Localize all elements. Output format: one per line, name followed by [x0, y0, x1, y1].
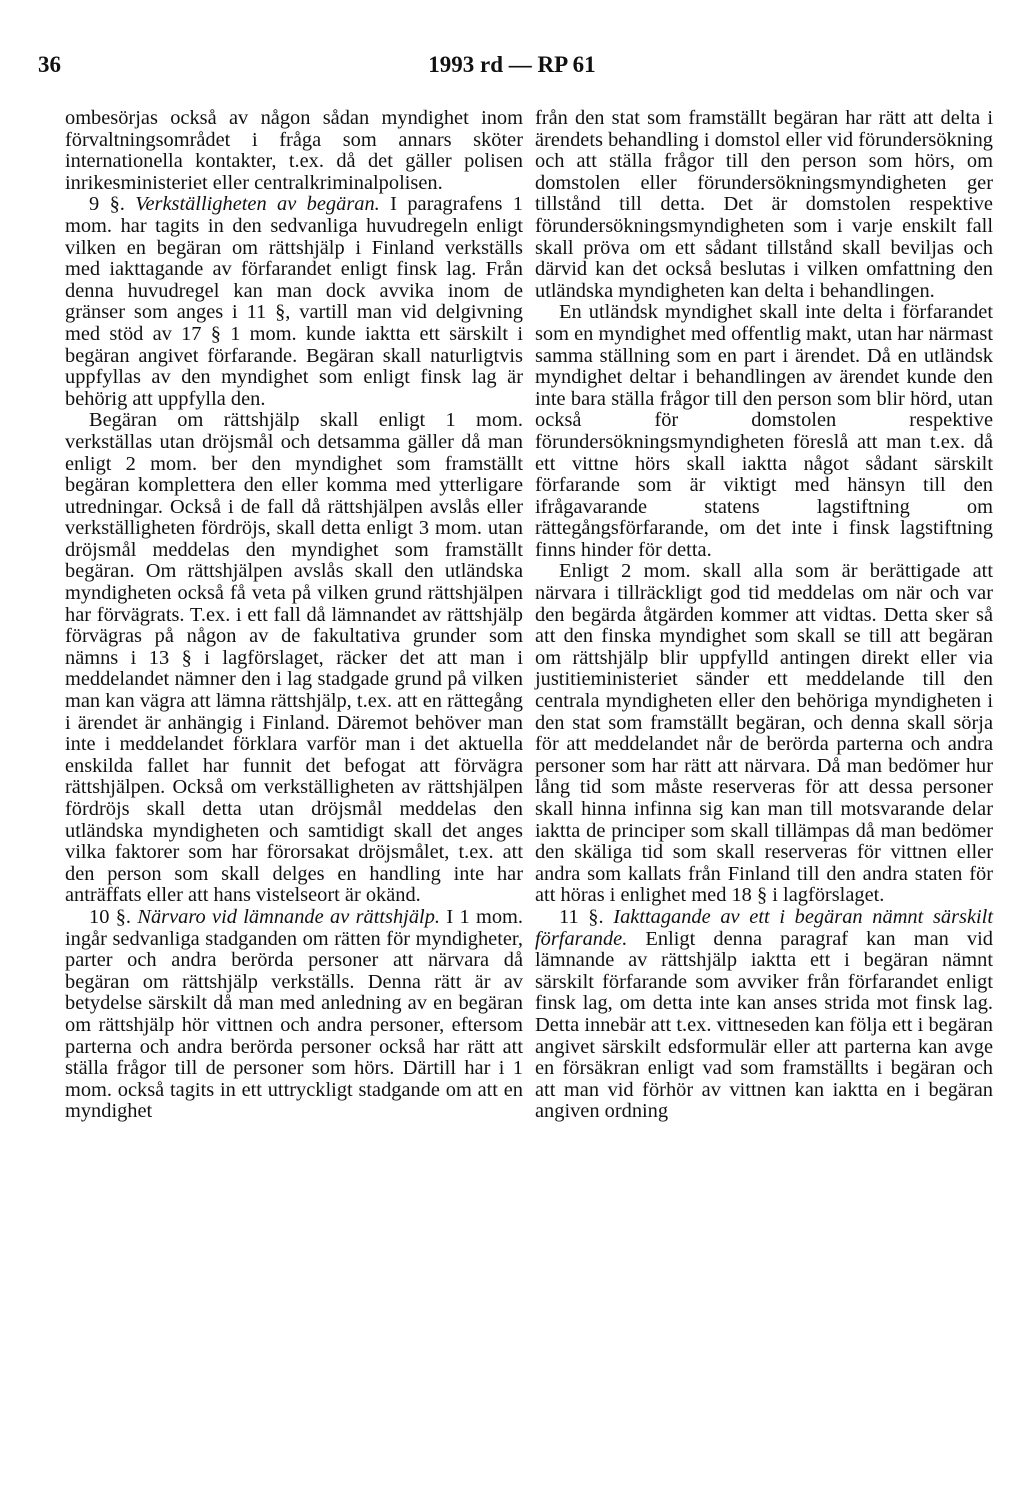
section-9-paragraph: [65, 194, 523, 410]
paragraph-body: I 1 mom. ingår sedvanliga stadganden om rätten för myndigheter, parter och andra berörda personer att närvara då begäran om rättshjälp verkställs. Denna rätt är av betydelse särskilt då man med anledning av en begäran om rättshjälp hör vittnen och andra personer, eftersom parterna och andra berörda personer också har rätt att ställa frågor till de personer som hörs. Därtill har i 1 mom. också tagits in ett uttryckligt stadgande om att en myndighet: [65, 905, 523, 1123]
paragraph: ombesörjas också av någon sådan myndighet inom förvaltningsområdet i fråga som annars sköter internationella kontakter, t.ex. då det gäller polisen inrikesministeriet eller centralkriminalpolisen.: [65, 107, 523, 194]
page-number: 36: [38, 52, 61, 77]
paragraph-body: I paragrafens 1 mom. har tagits in den sedvanliga huvudregeln enligt vilken en begäran om rättshjälp i Finland verkställs med iakttagande av förfarandet enligt finsk lag. Från denna huvudregel kan man dock avvika inom de gränser som anges i 11 §, vartill man vid delgivning med stöd av 17 § 1 mom. kunde iaktta ett särskilt i begäran angivet förfarande. Begäran skall naturligtvis uppfyllas av den myndighet som enligt finsk lag är behörig att uppfylla den.: [65, 193, 524, 410]
section-number: 9 §.: [89, 193, 136, 216]
running-title: 1993 rd — RP 61: [428, 52, 596, 77]
left-column: [65, 108, 523, 1123]
paragraph-body: Enligt denna paragraf kan man vid lämnande av rättshjälp iaktta ett i begäran nämnt särskilt förfarande som avviker från förfarandet enligt finsk lag, om detta inte kan anses strida mot finsk lag. Detta innebär att t.ex. vittneseden kan följa ett i begäran angivet särskilt edsformulär eller att parterna kan avge en försäkran enligt vad som framställts i begäran och att man vid förhör av vittnen kan iaktta en i begäran angiven ordning: [535, 927, 993, 1123]
section-number: 10 §.: [89, 905, 138, 928]
section-heading: Närvaro vid lämnande av rättshjälp.: [137, 905, 440, 928]
section-number: 11 §.: [559, 905, 614, 928]
right-column: [535, 108, 993, 1123]
section-heading: Verkställigheten av begäran.: [135, 193, 380, 216]
section-11-paragraph: [535, 907, 993, 1123]
paragraph: från den stat som framställt begäran har rätt att delta i ärendets behandling i domstol eller vid förundersökning och att ställa frågor till den person som hörs, om domstolen eller förundersökningsmyndigheten ger tillstånd till detta. Det är domstolen respektive förundersökningsmyndigheten som i varje enskilt fall skall pröva om ett sådant tillstånd skall beviljas och därvid kan det också beslutas i vilken omfattning den utländska myndigheten kan delta i behandlingen.: [535, 107, 993, 302]
paragraph: Enligt 2 mom. skall alla som är berättigade att närvara i tillräckligt god tid meddelas om när och var den begärda åtgärden kommer att vidtas. Detta sker så att den finska myndighet som skall se till att begäran om rättshjälp blir uppfylld antingen direkt eller via justitieministeriet sänder ett meddelande till den centrala myndigheten eller den behöriga myndigheten i den stat som framställt begäran, och denna skall sörja för att meddelandet når de berörda parterna och andra personer som har rätt att närvara. Då man bedömer hur lång tid som måste reserveras för att dessa personer skall hinna infinna sig kan man till motsvarande delar iaktta de principer som skall tillämpas då man bedömer den skäliga tid som skall reserveras för vittnen eller andra som kallats från Finland till den andra staten för att höras i enlighet med 18 § i lagförslaget.: [535, 560, 993, 907]
paragraph: En utländsk myndighet skall inte delta i förfarandet som en myndighet med offentlig makt, utan har närmast samma ställning som en part i ärendet. Då en utländsk myndighet deltar i behandlingen av ärendet kunde den inte bara ställa frågor till den person som blir hörd, utan också för domstolen respektive förundersökningsmyndigheten föreslå att man t.ex. då ett vittne hörs skall iaktta något sådant särskilt förfarande som är viktigt med hänsyn till den ifrågavarande statens lagstiftning om rättegångsförfarande, om det inte i finsk lagstiftning finns hinder för detta.: [535, 301, 993, 561]
section-10-paragraph: [65, 907, 523, 1123]
section-heading: Iakttagande av ett i begäran nämnt särskilt förfarande.: [535, 905, 993, 950]
paragraph: Begäran om rättshjälp skall enligt 1 mom. verkställas utan dröjsmål och detsamma gäller då man enligt 2 mom. ber den myndighet som framställt begäran komplettera den eller komma med ytterligare utredningar. Också i de fall då rättshjälpen avslås eller verkställigheten fördröjs, skall detta enligt 3 mom. utan dröjsmål meddelas den myndighet som framställt begäran. Om rättshjälpen avslås skall den utländska myndigheten också få veta på vilken grund rättshjälpen har förvägrats. T.ex. i ett fall då lämnandet av rättshjälp förvägras på någon av de fakultativa grunder som nämns i 13 § i lagförslaget, räcker det att man i meddelandet nämner den i lag stadgade grund på vilken man kan vägra att lämna rättshjälp, t.ex. att en rättegång i ärendet är anhängig i Finland. Däremot behöver man inte i meddelandet förklara varför man i det aktuella enskilda fallet har funnit det befogat att förvägra rättshjälpen. Också om verkställigheten av rättshjälpen fördröjs skall detta utan dröjsmål meddelas den utländska myndigheten och samtidigt skall det anges vilka faktorer som har förorsakat dröjsmålet, t.ex. att den person som skall delges en handling inte har anträffats eller att hans vistelseort är okänd.: [65, 409, 523, 907]
